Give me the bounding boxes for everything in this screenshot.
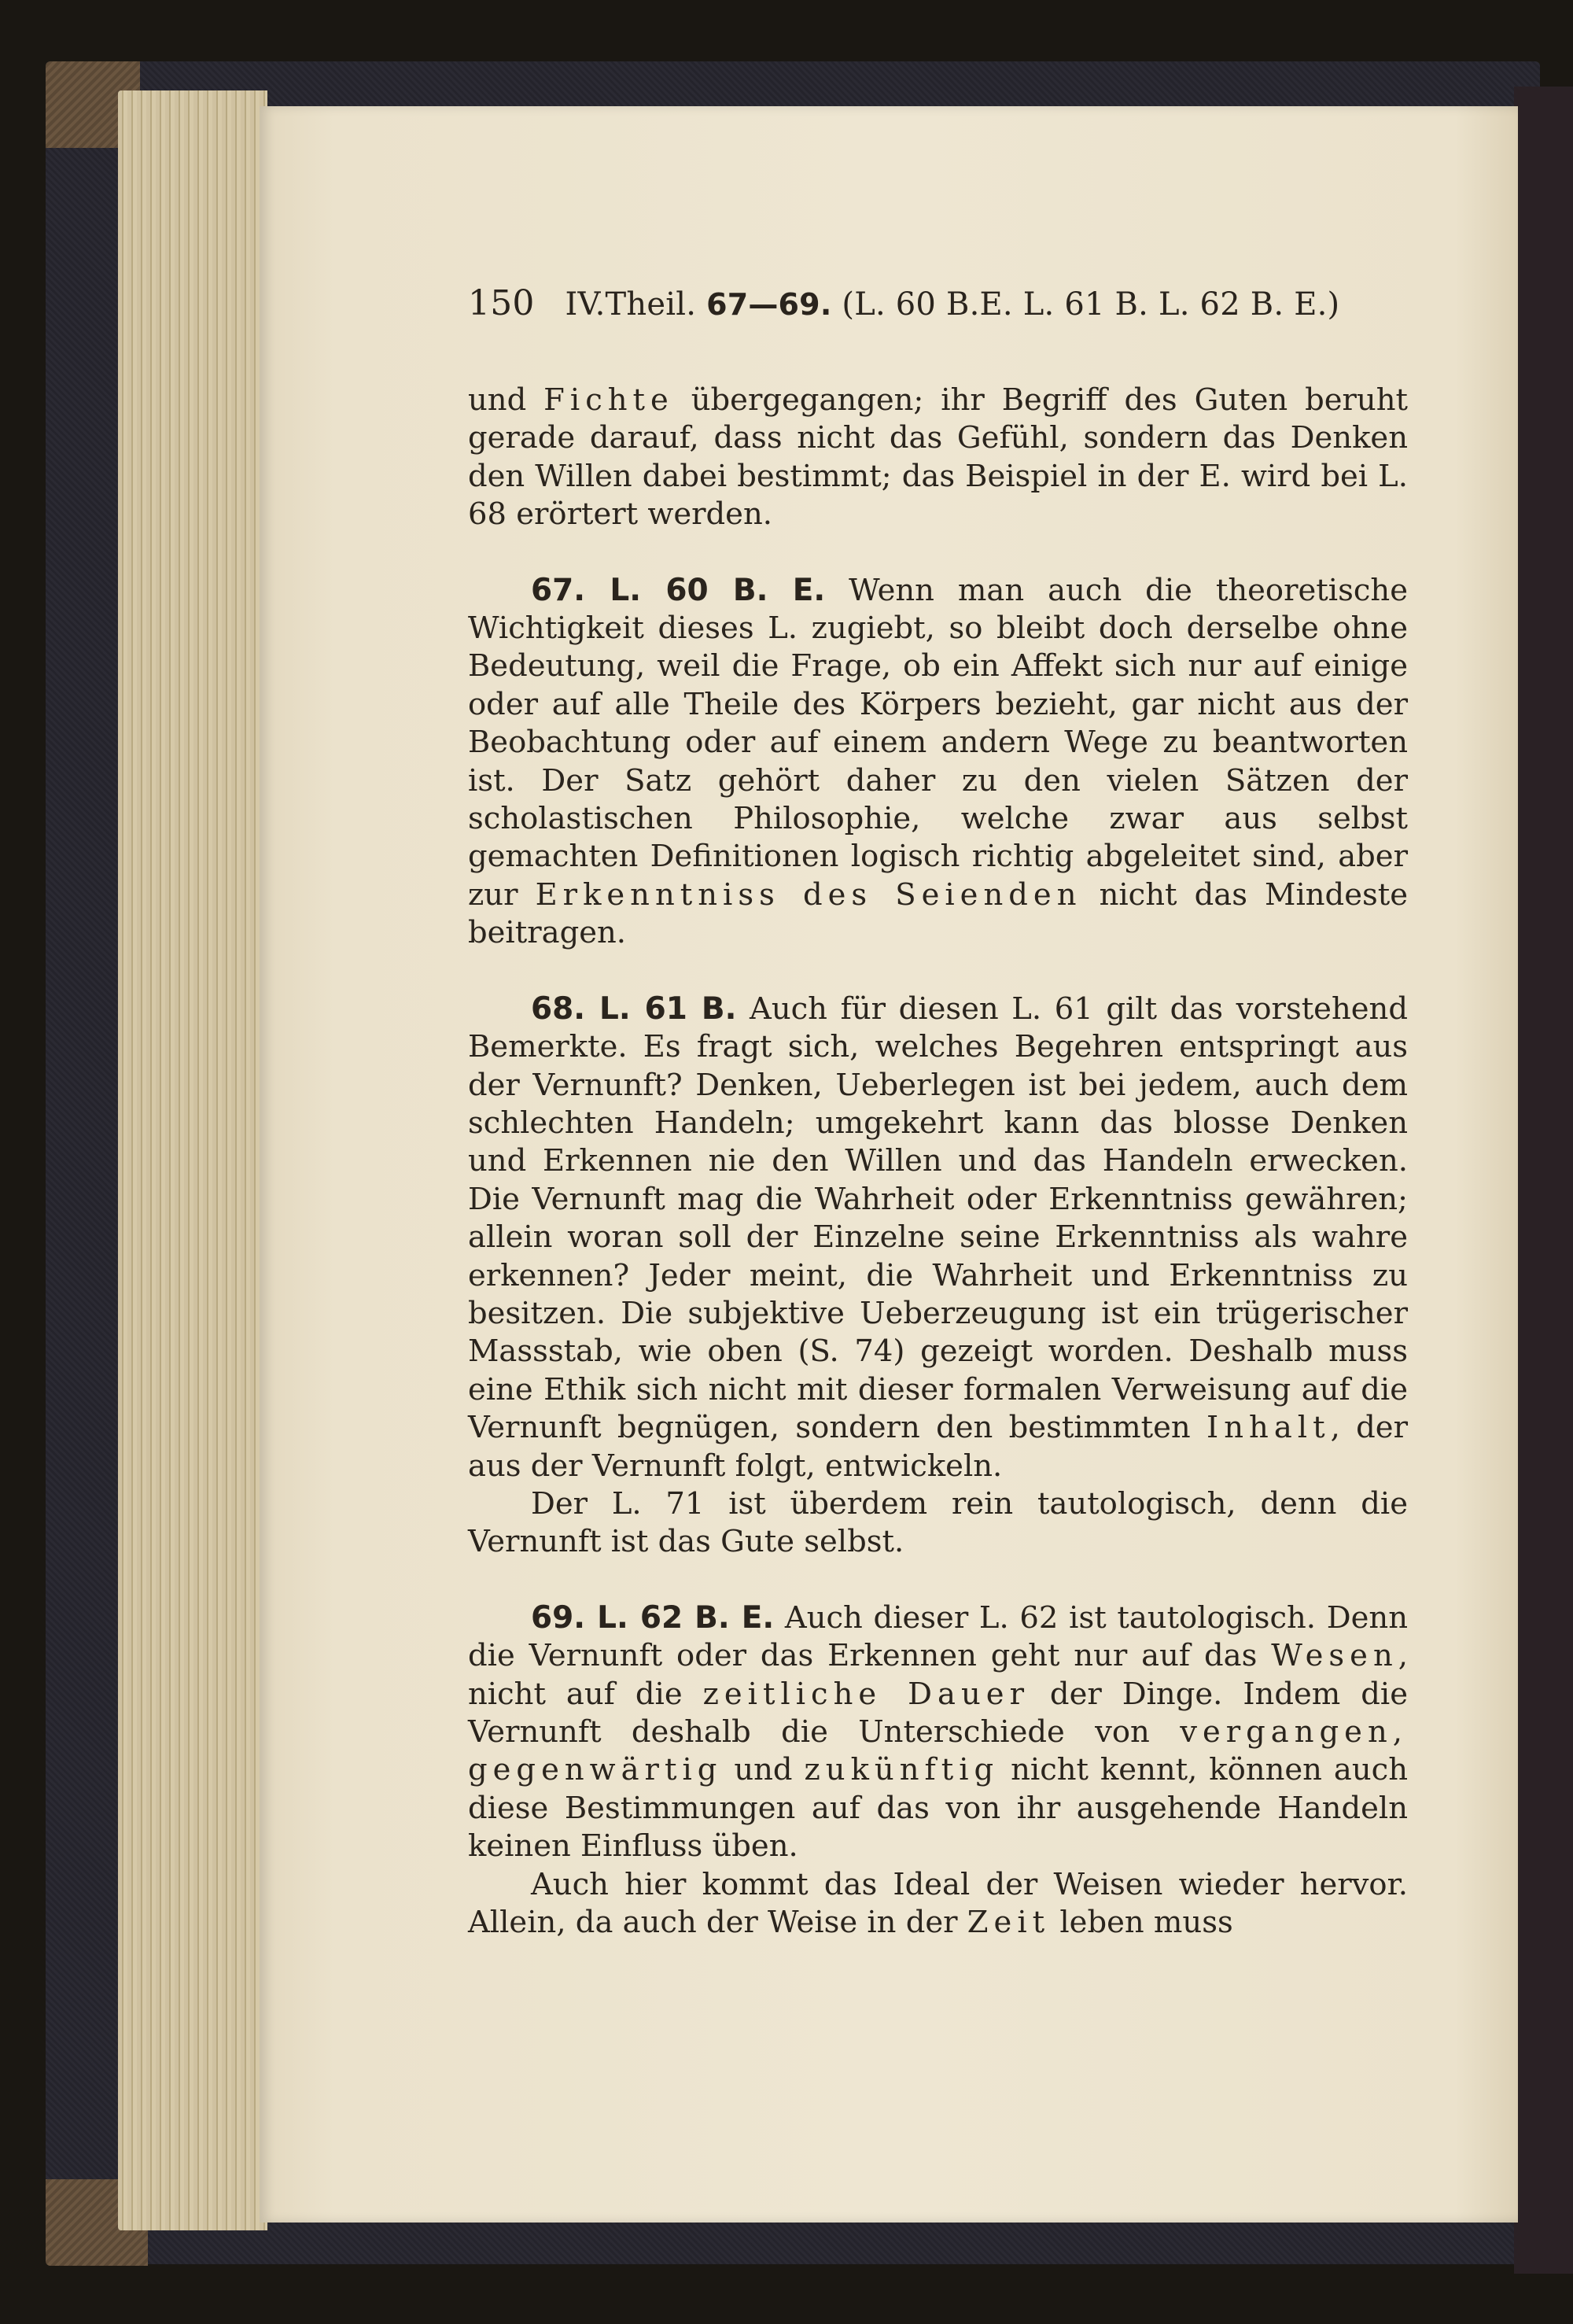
text-run: leben muss bbox=[1050, 1905, 1233, 1941]
spaced-text: Erkenntniss des Seienden bbox=[535, 876, 1082, 913]
running-head-sections: 67—69. bbox=[706, 287, 832, 322]
paragraph bbox=[468, 1485, 1408, 1562]
text-run: , nicht auf die bbox=[468, 1638, 1408, 1712]
paragraph-68 bbox=[468, 990, 1408, 1485]
spaced-text: zukünftig bbox=[804, 1752, 1000, 1788]
cover-right-edge bbox=[1514, 87, 1573, 2274]
paragraph bbox=[468, 382, 1408, 534]
section-number: 67. L. 60 B. E. bbox=[531, 572, 826, 608]
text-run: Der L. 71 ist überdem rein tautologisch, denn die Vernunft ist das Gute selbst. bbox=[468, 1485, 1408, 1560]
text-run: Wenn man auch die theoretische Wichtigkeit dieses L. zugiebt, so bleibt doch derselbe ohne Bedeutung, weil die Frage, ob ein Affekt sich nur auf einige oder auf alle Theile des Körpers bezieht, gar nicht aus der Beobachtung oder auf einem andern Wege zu beantworten ist. Der Satz gehört daher zu den vielen Sätzen der scholastischen Philosophie, welche zwar aus selbst gemachten Definitionen logisch richtig abgeleitet sind, aber zur bbox=[468, 572, 1408, 913]
paragraph-69 bbox=[468, 1599, 1408, 1866]
page-number: 150 bbox=[468, 283, 535, 323]
text-run: übergegangen; ihr Begriff des Guten beruht gerade darauf, dass nicht das Gefühl, sondern das Denken den Willen dabei bestimmt; das Beispiel in der E. wird bei L. 68 erörtert werden. bbox=[468, 382, 1408, 533]
running-head bbox=[468, 283, 1408, 330]
body-text bbox=[468, 382, 1408, 1942]
spaced-text: vergangen, gegenwärtig bbox=[468, 1714, 1408, 1788]
running-head-refs: (L. 60 B.E. L. 61 B. L. 62 B. E.) bbox=[842, 286, 1340, 323]
spaced-text: Inhalt bbox=[1206, 1410, 1331, 1446]
text-run: und bbox=[468, 382, 544, 418]
text-run: , der aus der Vernunft folgt, entwickeln. bbox=[468, 1410, 1408, 1484]
spaced-text: Wesen bbox=[1271, 1638, 1398, 1674]
text-run: Auch dieser L. 62 ist tautologisch. Denn die Vernunft oder das Erkennen geht nur auf das bbox=[468, 1599, 1408, 1674]
section-number: 68. L. 61 B. bbox=[531, 990, 737, 1027]
text-run: nicht kennt, können auch diese Bestimmungen auf das von ihr ausgehende Handeln keinen Einfluss üben. bbox=[468, 1752, 1408, 1865]
spaced-text: Zeit bbox=[967, 1905, 1051, 1941]
text-run: nicht das Mindeste beitragen. bbox=[468, 876, 1408, 951]
text-run: Auch hier kommt das Ideal der Weisen wieder hervor. Allein, da auch der Weise in der bbox=[468, 1866, 1408, 1941]
paragraph bbox=[468, 1866, 1408, 1942]
page-edges bbox=[118, 90, 267, 2230]
spaced-text: zeitliche Dauer bbox=[702, 1676, 1030, 1712]
text-run: der Dinge. Indem die Vernunft deshalb die Unterschiede von bbox=[468, 1676, 1408, 1750]
paragraph-67 bbox=[468, 572, 1408, 953]
text-run: und bbox=[722, 1752, 805, 1788]
text-run: Auch für diesen L. 61 gilt das vorstehend Bemerkte. Es fragt sich, welches Begehren entspringt aus der Vernunft? Denken, Ueberlegen ist bei jedem, auch dem schlechten Handeln; umgekehrt kann das blosse Denken und Erkennen nie den Willen und das Handeln erwecken. Die Vernunft mag die Wahrheit oder Erkenntniss gewähren; allein woran soll der Einzelne seine Erkenntniss als wahre erkennen? Jeder meint, die Wahrheit und Erkenntniss zu besitzen. Die subjektive Ueberzeugung ist ein trügerischer Massstab, wie oben (S. 74) gezeigt worden. Deshalb muss eine Ethik sich nicht mit dieser formalen Verweisung auf die Vernunft begnügen, sondern den bestimmten bbox=[468, 990, 1408, 1446]
running-head-part: IV.Theil. bbox=[565, 286, 697, 323]
section-number: 69. L. 62 B. E. bbox=[531, 1599, 775, 1636]
spaced-text: Fichte bbox=[543, 382, 674, 418]
